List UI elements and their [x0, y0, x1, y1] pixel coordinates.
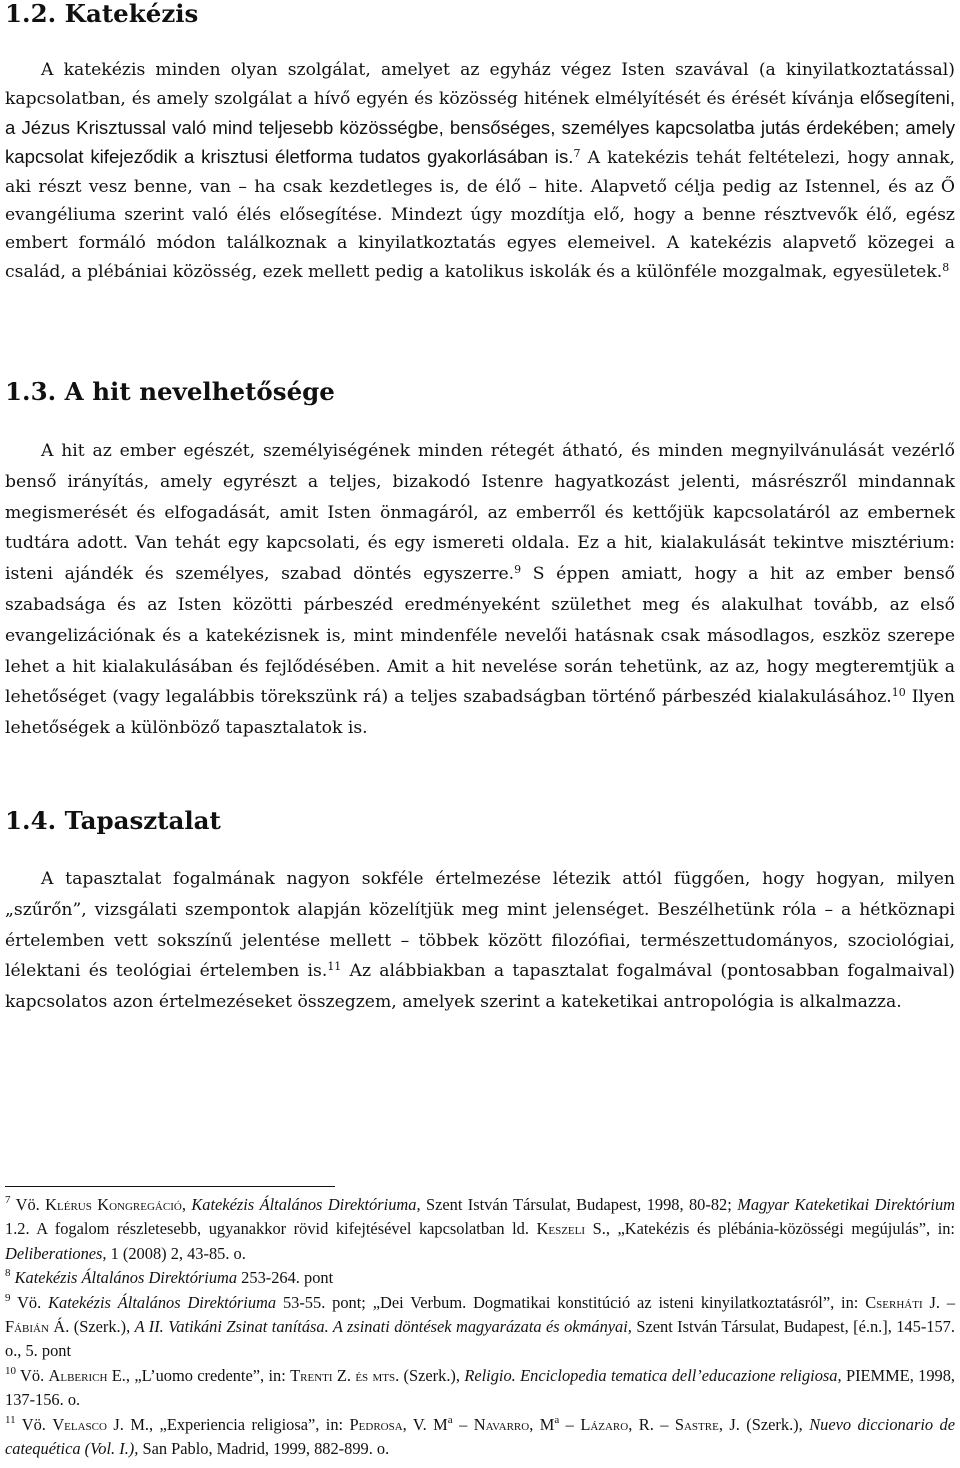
section-heading-1-4: 1.4. Tapasztalat — [5, 806, 221, 835]
footnote-7: $^7$ Vö. Klérus Kongregáció, Katekézis Általános Direktóriuma, Szent István Társulat, Budapest, 1998, 80-82; Magyar Kateketikai Direktórium 1.2. A fogalom részletesebb, ugyanakkor rövid kifejtésével kapcsolatban ld. Keszeli S., „Katekézis és plébánia-közösségi megújulás”, in: Deliberationes, 1 (2008) 2, 43-85. o. — [5, 1194, 955, 1263]
section-heading-1-3: 1.3. A hit nevelhetősége — [5, 377, 335, 406]
paragraph-hit-nevelhetosege: A hit az ember egészét, személyiségének minden rétegét átható, és minden megnyilvánulását vezérlő benső irányítás, amely egyrészt a teljes, bizakodó Istenre hagyatkozást jelenti, másrészről mindannak megismerését és elfogadását, amit Isten önmagáról, az emberről és kettőjük kapcsolatáról az embernek tudtára adott. Van tehát egy kapcsolati, és egy ismereti oldala. Ez a hit, kialakulását tekintve misztérium: isteni ajándék és személyes, szabad döntés egyszerre.$^9$ S éppen amiatt, hogy a hit az ember benső szabadsága és az Isten közötti párbeszéd eredményeként születhet meg és alakulhat tovább, az első evangelizációnak és a katekézisnek is, mint mindenféle nevelői hatásnak csak másodlagos, eszköz szerepe lehet a hit kialakulásában és fejlődésében. Amit a hit nevelése során tehetünk, az az, hogy megteremtjük a lehetőséget (vagy legalábbis törekszünk rá) a teljes szabadságban történő párbeszéd kialakulásához.$^{10}$ Ilyen lehetőségek a különböző tapasztalatok is. — [5, 441, 956, 739]
footnote-ref-9[interactable]: 9 — [514, 563, 522, 577]
footnote-ref-10[interactable]: 10 — [891, 686, 906, 700]
footnote-9: $^9$ Vö. Katekézis Általános Direktóriuma 53-55. pont; „Dei Verbum. Dogmatikai konstitúció az isteni kinyilatkoztatásról”, in: Cserháti J. – Fábián Á. (Szerk.), A II. Vatikáni Zsinat tanítása. A zsinati döntések magyarázata és okmányai, Szent István Társulat, Budapest, [é.n.], 145-157. o., 5. pont — [5, 1291, 956, 1361]
footnote-separator — [5, 1186, 335, 1187]
footnotes — [5, 1193, 955, 1461]
footnote-10: $^{10}$ Vö. Alberich E., „L’uomo credente”, in: Trenti Z. és mts. (Szerk.), Religio. Enciclopedia tematica dell’educazione religiosa, PIEMME, 1998, 137-156. o. — [5, 1364, 956, 1410]
footnote-ref-7[interactable]: 7 — [573, 147, 581, 161]
footnote-ref-8[interactable]: 8 — [942, 260, 950, 274]
paragraph-katekezis: A katekézis minden olyan szolgálat, amelyet az egyház végez Isten szavával (a kinyilatkoztatással) kapcsolatban, és amely szolgálat a hívő egyén és közösség hitének elmélyítését és érését kívánja elősegíteni, a Jézus Krisztussal való mind teljesebb közösségbe, bensőséges, személyes kapcsolatba jutás érdekében; amely kapcsolat kifejeződik a krisztusi életforma tudatos gyakorlásában is.$^7$ A katekézis tehát feltételezi, hogy annak, aki részt vesz benne, van – ha csak kezdetleges is, de élő – hite. Alapvető célja pedig az Istennel, és az Ő evangéliuma szerint való élés elősegítése. Mindezt úgy mozdítja elő, hogy a benne résztvevők élő, egész embert formáló módon találkoznak a kinyilatkoztatás egyes elemeivel. A katekézis alapvető közegei a család, a plébániai közösség, ezek mellett pedig a katolikus iskolák és a különféle mozgalmak, egyesületek.$^8$ — [5, 60, 955, 282]
paragraph-tapasztalat: A tapasztalat fogalmának nagyon sokféle értelmezése létezik attól függően, hogy hogyan, milyen „szűrőn”, vizsgálati szempontok alapján közelítjük meg mint jelenséget. Beszélhetünk róla – a hétköznapi értelemben vett sokszínű jelentése mellett – többek között filozófiai, természettudományos, szociológiai, lélektani és teológiai értelemben is.$^{11}$ Az alábbiakban a tapasztalat fogalmával (pontosabban fogalmaival) kapcsolatos azon értelmezéseket összegzem, amelyek szerint a kateketikai antropológia is alkalmazza. — [5, 869, 955, 1013]
section-heading-1-2: 1.2. Katekézis — [5, 0, 199, 28]
footnote-11: $^{11}$ Vö. Velasco J. M., „Experiencia religiosa”, in: Pedrosa, V. $M^a$ – Navarro, $M^a$ – Lázaro, R. – Sastre, J. (Szerk.), Nuevo diccionario de catequética (Vol. I.), San Pablo, Madrid, 1999, 882-899. o. — [5, 1413, 955, 1459]
footnote-ref-11[interactable]: 11 — [327, 960, 342, 974]
footnote-8: $^8$ Katekézis Általános Direktóriuma 253-264. pont — [5, 1267, 334, 1288]
